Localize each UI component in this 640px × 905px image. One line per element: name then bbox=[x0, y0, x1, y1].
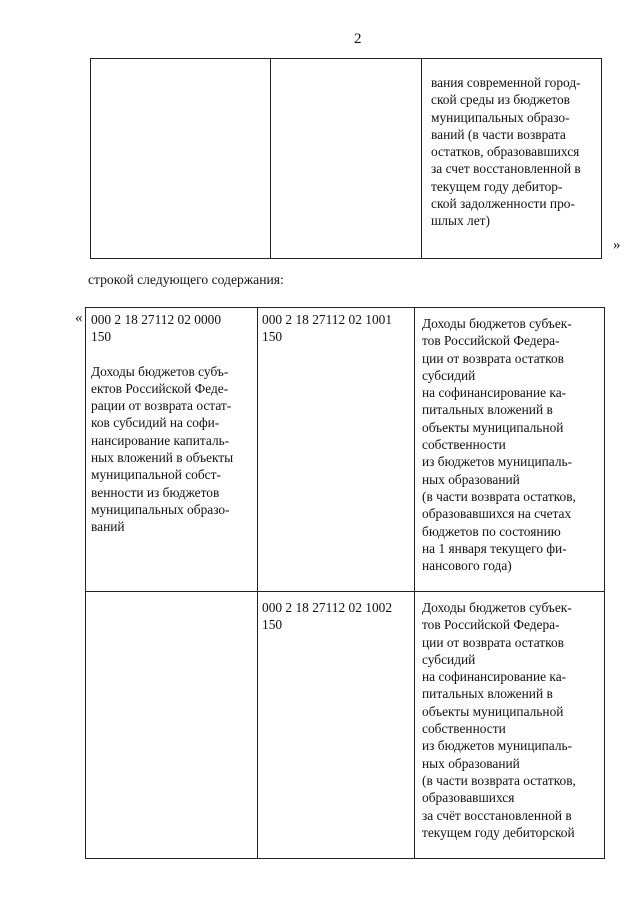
text-line: (в части возврата остатков, bbox=[422, 488, 576, 504]
text-line: объекты муниципальной bbox=[422, 419, 564, 435]
text-line: собственности bbox=[422, 437, 506, 453]
text-line: на 1 января текущего фи- bbox=[422, 540, 567, 556]
text-line: венности из бюджетов bbox=[91, 484, 220, 500]
row2-col1-cell bbox=[86, 592, 258, 859]
text-line: муниципальных образо- bbox=[91, 501, 230, 517]
text-line: на софинансирование ка- bbox=[422, 385, 567, 401]
text-line: за счет восстановленной в bbox=[431, 161, 581, 177]
text-line: 150 bbox=[91, 329, 112, 345]
text-line: Доходы бюджетов субъек- bbox=[422, 316, 572, 331]
text-line: 150 bbox=[262, 329, 283, 345]
text-line: на софинансирование ка- bbox=[422, 669, 567, 685]
row1-code-label bbox=[86, 308, 257, 346]
text-line: из бюджетов муниципаль- bbox=[422, 738, 573, 754]
text-line: образовавшихся bbox=[422, 790, 515, 806]
text-line: 000 2 18 27112 02 0000 bbox=[91, 312, 222, 327]
text-line: муниципальной собст- bbox=[91, 467, 221, 483]
text-line: образовавшихся на счетах bbox=[422, 506, 572, 522]
row2-col3-cell bbox=[415, 592, 605, 859]
row2-col2-cell bbox=[258, 592, 415, 859]
text-line: (в части возврата остатков, bbox=[422, 772, 576, 788]
text-line: объекты муниципальной bbox=[422, 703, 564, 719]
text-line: тов Российской Федера- bbox=[422, 333, 560, 349]
prev-col2-cell bbox=[271, 59, 422, 259]
text-line: ской задолженности про- bbox=[431, 196, 575, 212]
text-line: Доходы бюджетов субъ- bbox=[91, 363, 229, 379]
closing-quote: » bbox=[613, 237, 621, 253]
text-line: ных образований bbox=[422, 755, 520, 771]
text-line: ектов Российской Феде- bbox=[91, 380, 229, 396]
text-line: 000 2 18 27112 02 1002 bbox=[262, 600, 393, 615]
text-line: текущем году дебитор- bbox=[431, 178, 563, 194]
prev-description bbox=[422, 59, 601, 230]
text-line: 000 2 18 27112 02 1001 bbox=[262, 312, 393, 327]
text-line: ции от возврата остатков bbox=[422, 350, 564, 366]
text-line: ции от возврата остатков bbox=[422, 634, 564, 650]
text-line: тов Российской Федера- bbox=[422, 617, 560, 633]
text-line: бюджетов по состоянию bbox=[422, 523, 561, 539]
text-line: остатков, образовавшихся bbox=[431, 144, 580, 160]
row1-col1-cell bbox=[86, 308, 258, 592]
text-line: муниципальных образо- bbox=[431, 109, 570, 125]
text-line: из бюджетов муниципаль- bbox=[422, 454, 573, 470]
text-line: ваний (в части возврата bbox=[431, 126, 566, 142]
text-line: ков субсидий на софи- bbox=[91, 415, 220, 431]
new-table bbox=[85, 307, 605, 859]
text-line: нансового года) bbox=[422, 558, 512, 574]
text-line: субсидий bbox=[422, 651, 476, 667]
text-line: питальных вложений в bbox=[422, 686, 553, 702]
page-number: 2 bbox=[354, 31, 362, 47]
table-row bbox=[86, 308, 605, 592]
table-row bbox=[86, 592, 605, 859]
text-line: питальных вложений в bbox=[422, 402, 553, 418]
text-line: ской среды из бюджетов bbox=[431, 92, 571, 108]
row1-code-description bbox=[86, 363, 257, 536]
text-line: текущем году дебиторской bbox=[422, 824, 575, 840]
text-line: вания современной город- bbox=[431, 75, 581, 90]
text-line: за счёт восстановленной в bbox=[422, 807, 572, 823]
text-line: нансирование капиталь- bbox=[91, 432, 230, 448]
intro-text: строкой следующего содержания: bbox=[88, 272, 284, 287]
text-line: Доходы бюджетов субъек- bbox=[422, 600, 572, 615]
row2-subcode-description bbox=[415, 592, 604, 841]
text-line: 150 bbox=[262, 617, 283, 633]
previous-table-fragment bbox=[90, 58, 602, 259]
text-line: ных образований bbox=[422, 471, 520, 487]
text-line: ных вложений в объекты bbox=[91, 450, 234, 466]
text-line: рации от возврата остат- bbox=[91, 398, 232, 414]
text-line: шлых лет) bbox=[431, 213, 490, 229]
row1-col3-cell bbox=[415, 308, 605, 592]
row2-subcode bbox=[258, 592, 414, 634]
opening-quote: « bbox=[75, 310, 83, 326]
text-line: собственности bbox=[422, 721, 506, 737]
text-line: ваний bbox=[91, 519, 125, 535]
row1-subcode bbox=[258, 308, 414, 346]
text-line: субсидий bbox=[422, 367, 476, 383]
prev-col3-cell bbox=[422, 59, 602, 259]
row1-subcode-description bbox=[415, 308, 604, 574]
row1-col2-cell bbox=[258, 308, 415, 592]
prev-col1-cell bbox=[91, 59, 271, 259]
